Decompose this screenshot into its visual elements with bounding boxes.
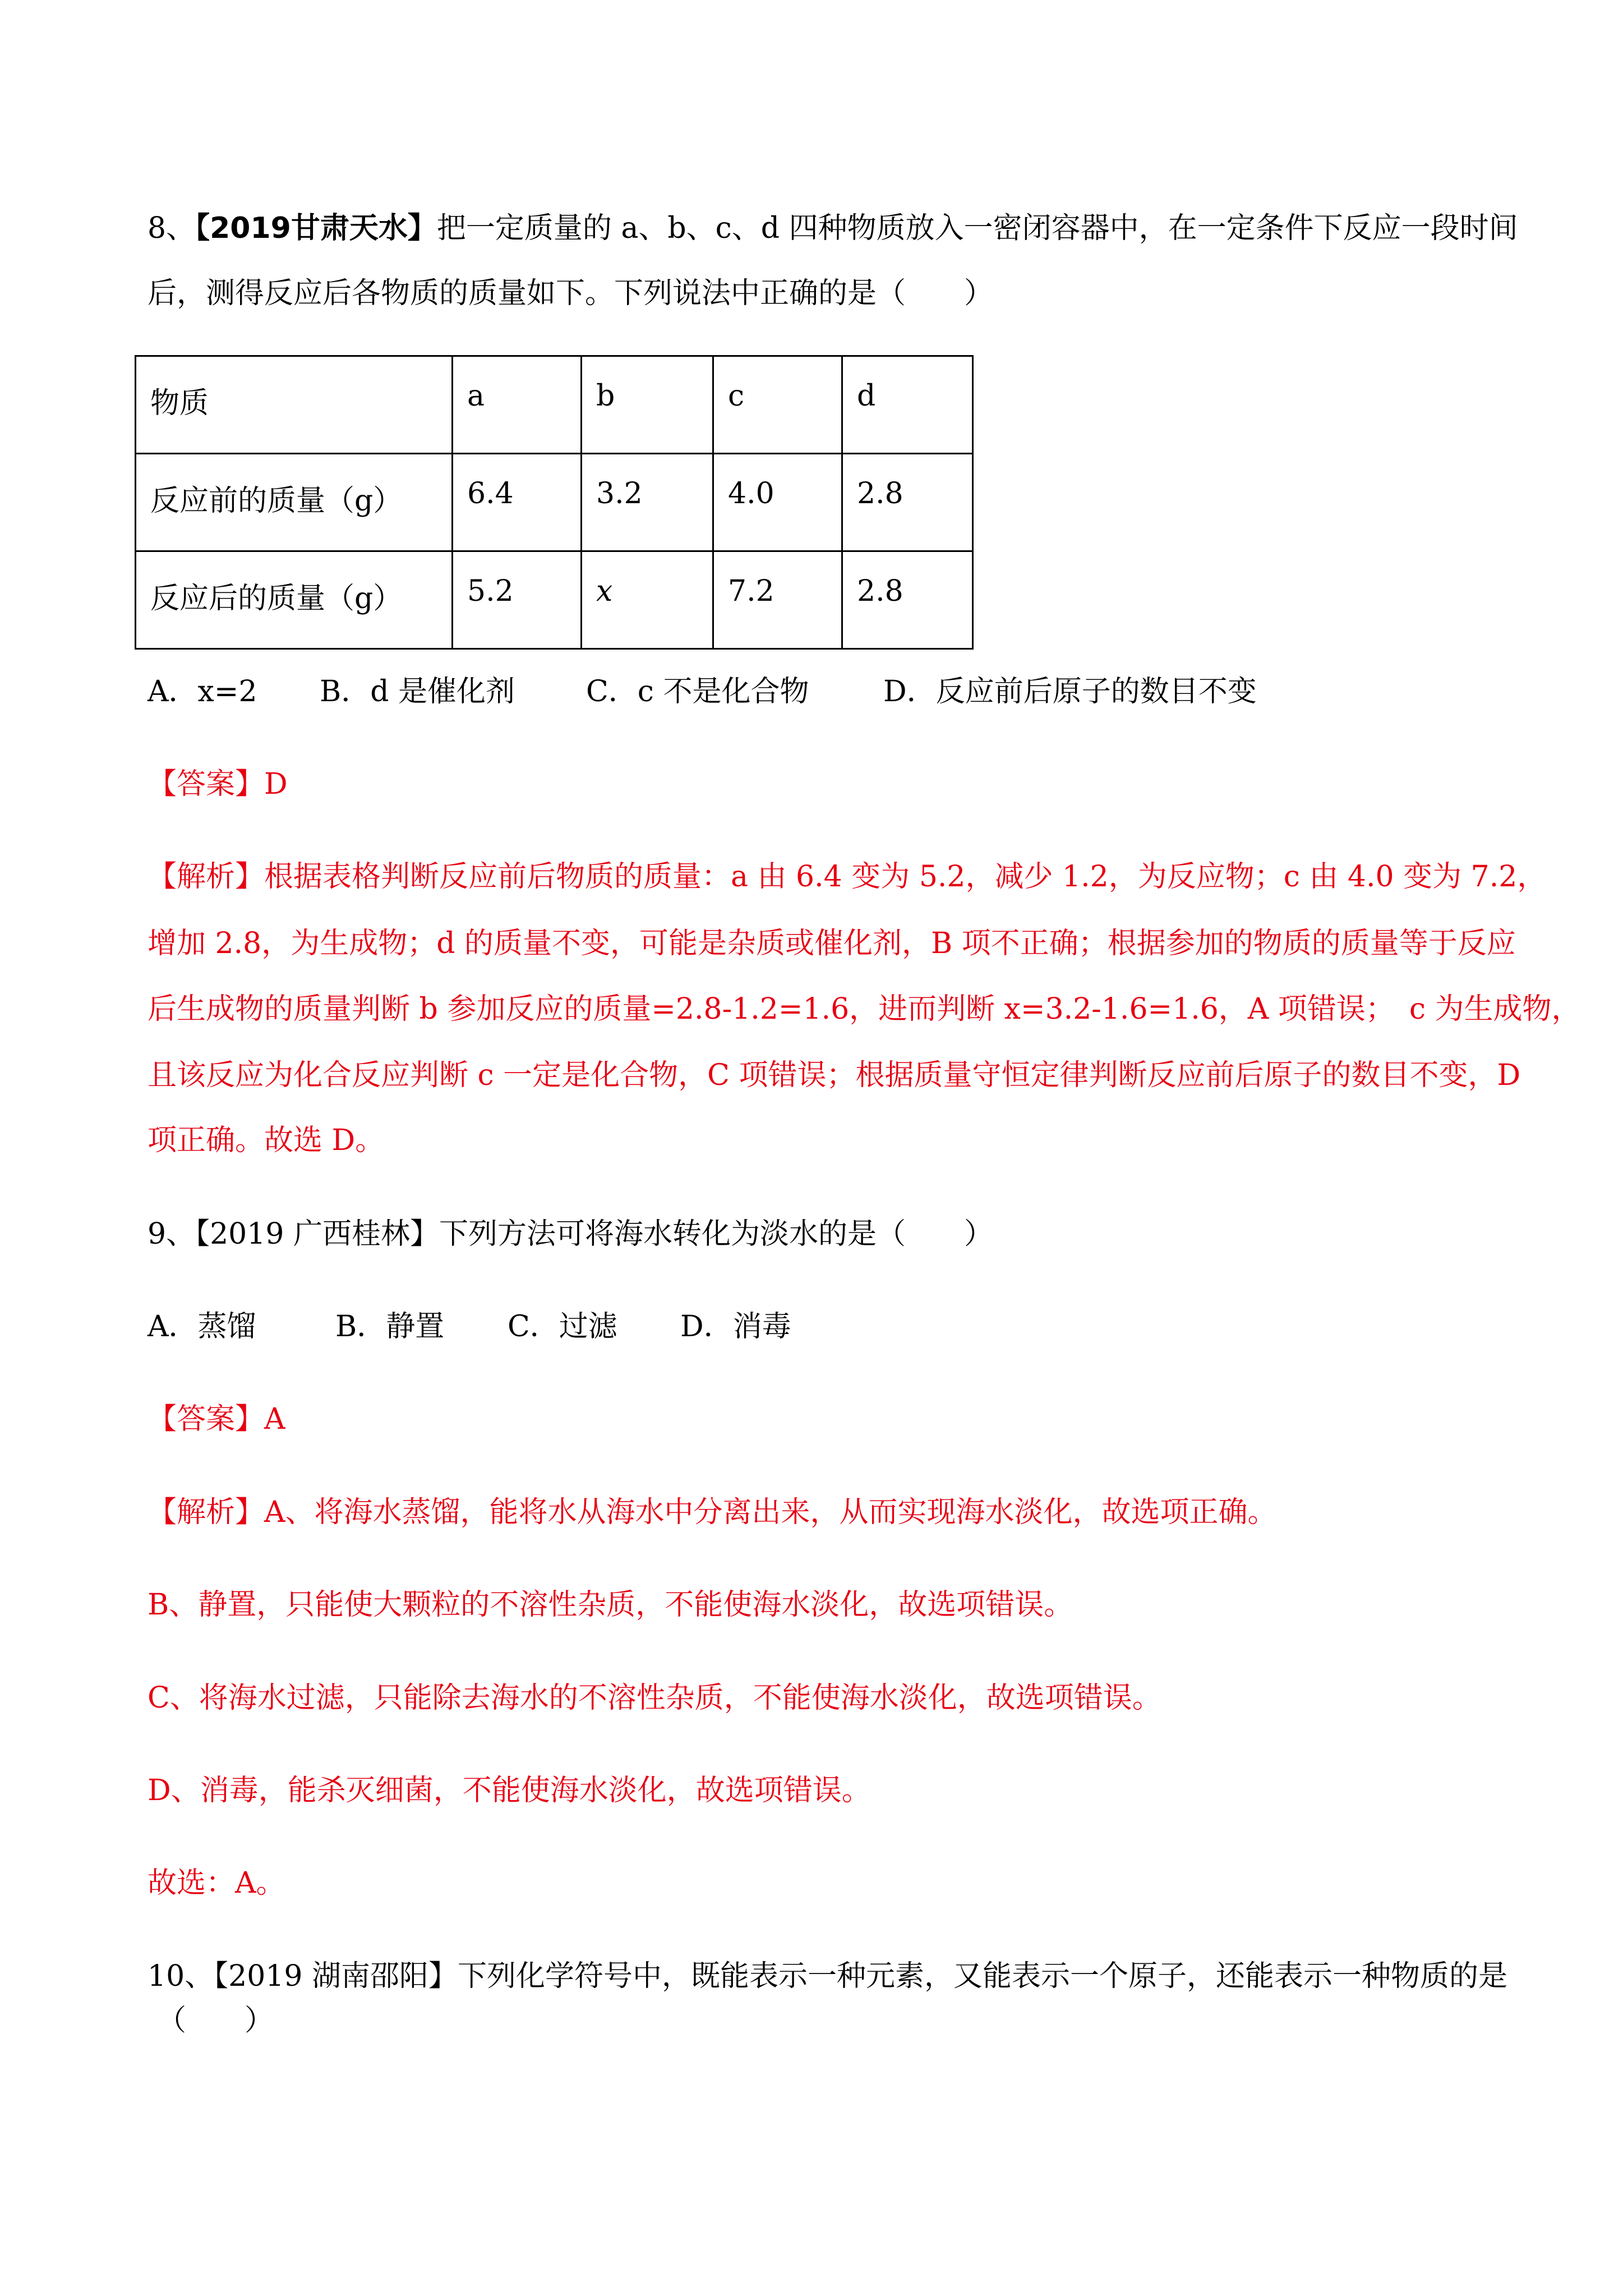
q8-analysis-line5: 项正确。故选 D。: [147, 1124, 385, 1157]
table-cell: 2.8: [842, 454, 973, 551]
table-cell: 6.4: [453, 454, 582, 551]
table-cell: c: [713, 356, 842, 454]
table-cell: b: [582, 356, 713, 454]
q8-option-b: B．d 是催化剂: [320, 675, 515, 708]
q8-analysis-line1: 【解析】根据表格判断反应前后物质的质量：a 由 6.4 变为 5.2，减少 1.2，为反应物；c 由 4.0 变为 7.2，: [147, 860, 1547, 894]
q9-option-b: B．静置: [335, 1310, 445, 1343]
q9-analysis-line3: C、将海水过滤，只能除去海水的不溶性杂质，不能使海水淡化，故选项错误。: [147, 1681, 1161, 1715]
q9-option-d: D．消毒: [680, 1310, 791, 1343]
q10-stem-line1: 10、【2019 湖南邵阳】下列化学符号中，既能表示一种元素，又能表示一个原子，还能表示一种物质的是: [147, 1959, 1508, 1993]
q8-answer: 【答案】D: [147, 767, 288, 801]
q8-analysis-line2: 增加 2.8，为生成物；d 的质量不变，可能是杂质或催化剂，B 项不正确；根据参加的物质的质量等于反应: [147, 927, 1516, 960]
q8-analysis-line3: 后生成物的质量判断 b 参加反应的质量=2.8-1.2=1.6，进而判断 x=3.2-1.6=1.6，A 项错误； c 为生成物，: [147, 992, 1581, 1026]
q9-analysis-line1: 【解析】A、将海水蒸馏，能将水从海水中分离出来，从而实现海水淡化，故选项正确。: [147, 1496, 1277, 1529]
q8-option-c: C．c 不是化合物: [586, 675, 809, 708]
q9-analysis-line5: 故选：A。: [147, 1866, 285, 1900]
table-cell: a: [453, 356, 582, 454]
q8-mass-table: [135, 355, 974, 650]
table-row: [136, 551, 973, 649]
table-cell: d: [842, 356, 973, 454]
table-header-row: [136, 356, 973, 454]
q9-analysis-line2: B、静置，只能使大颗粒的不溶性杂质，不能使海水淡化，故选项错误。: [147, 1588, 1073, 1622]
table-cell: 反应前的质量（g）: [136, 454, 453, 551]
q8-number: 8、: [147, 211, 196, 245]
table-cell: 反应后的质量（g）: [136, 551, 453, 649]
q10-stem-line2: （ ）: [157, 2004, 274, 2037]
q8-option-d: D．反应前后原子的数目不变: [883, 675, 1257, 708]
table-cell: 物质: [136, 356, 453, 454]
q9-option-c: C．过滤: [508, 1310, 617, 1343]
q8-stem-line2: 后，测得反应后各物质的质量如下。下列说法中正确的是（ ）: [147, 277, 994, 310]
table-cell: 5.2: [453, 551, 582, 649]
q8-stem-text: 把一定质量的 a、b、c、d 四种物质放入一密闭容器中，在一定条件下反应一段时间: [436, 211, 1518, 245]
q9-answer: 【答案】A: [147, 1402, 285, 1436]
table-cell: 4.0: [713, 454, 842, 551]
table-row: [136, 454, 973, 551]
table-cell: 2.8: [842, 551, 973, 649]
q8-source: 【2019甘肃天水】: [195, 211, 437, 245]
table-cell: x: [582, 551, 713, 649]
table-cell: 7.2: [713, 551, 842, 649]
q9-stem: 9、【2019 广西桂林】下列方法可将海水转化为淡水的是（ ）: [147, 1217, 993, 1251]
q8-option-a: A．x=2: [147, 675, 257, 708]
q9-analysis-line4: D、消毒，能杀灭细菌，不能使海水淡化，故选项错误。: [147, 1774, 871, 1807]
q9-option-a: A．蒸馏: [147, 1310, 256, 1343]
q8-analysis-line4: 且该反应为化合反应判断 c 一定是化合物，C 项错误；根据质量守恒定律判断反应前后原子的数目不变，D: [147, 1059, 1521, 1092]
q8-stem-line1: [147, 209, 1518, 248]
table-cell: 3.2: [582, 454, 713, 551]
